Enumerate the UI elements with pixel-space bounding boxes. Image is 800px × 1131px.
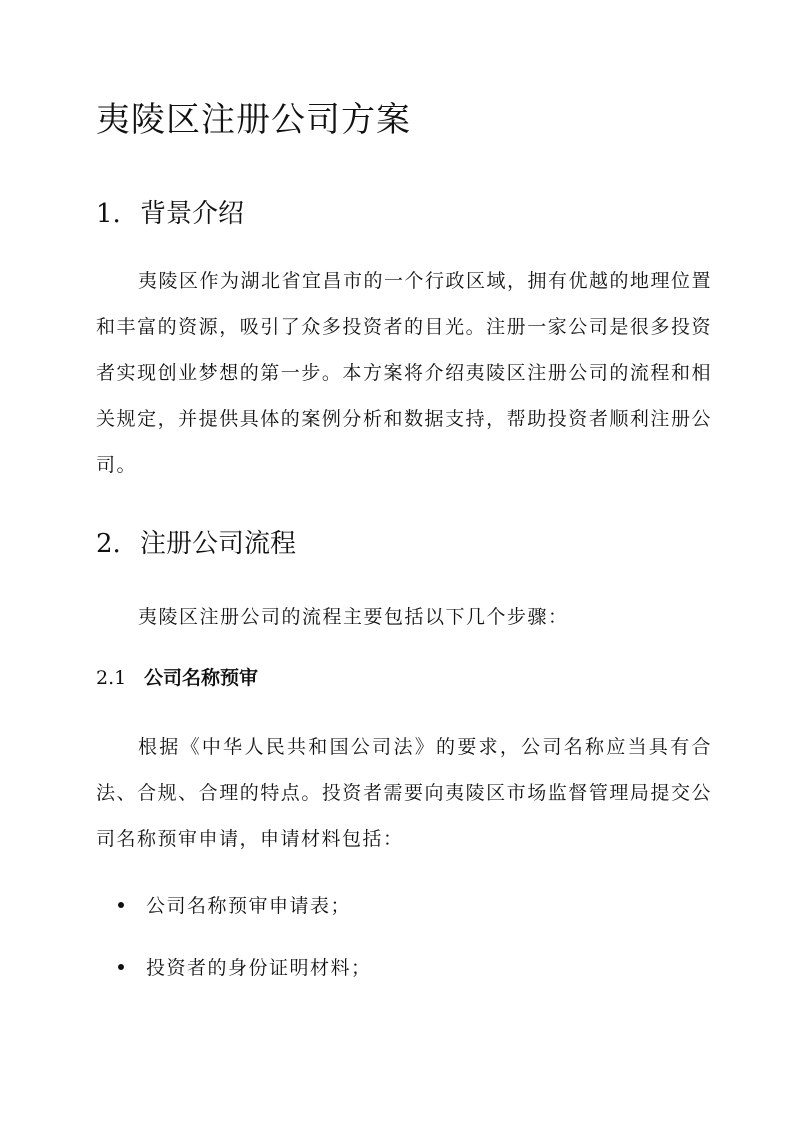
subsection-heading-name-precheck bbox=[96, 664, 258, 692]
subsection-number: 2.1 bbox=[96, 667, 127, 689]
section-heading-process bbox=[96, 526, 296, 562]
process-intro-paragraph: 夷陵区注册公司的流程主要包括以下几个步骤： bbox=[138, 606, 569, 628]
bullet-icon bbox=[118, 902, 124, 908]
list-item bbox=[118, 892, 351, 920]
list-item-text: 公司名称预审申请表； bbox=[146, 895, 352, 917]
section-heading-background bbox=[96, 196, 244, 232]
subsection-title: 公司名称预审 bbox=[144, 667, 259, 689]
section-title: 注册公司流程 bbox=[140, 529, 297, 559]
list-item-text: 投资者的身份证明材料； bbox=[146, 957, 372, 979]
bullet-icon bbox=[118, 964, 124, 970]
list-item bbox=[118, 954, 372, 982]
background-paragraph: 夷陵区作为湖北省宜昌市的一个行政区域，拥有优越的地理位置和丰富的资源，吸引了众多投资者的目光。注册一家公司是很多投资者实现创业梦想的第一步。本方案将介绍夷陵区注册公司的流程和相关规定，并提供具体的案例分析和数据支持，帮助投资者顺利注册公司。 bbox=[96, 270, 713, 476]
section-number: 1. bbox=[96, 199, 121, 229]
document-title: 夷陵区注册公司方案 bbox=[96, 100, 411, 140]
name-precheck-paragraph: 根据《中华人民共和国公司法》的要求，公司名称应当具有合法、合规、合理的特点。投资者需要向夷陵区市场监督管理局提交公司名称预审申请，申请材料包括： bbox=[96, 736, 712, 850]
section-number: 2. bbox=[96, 529, 121, 559]
section-title: 背景介绍 bbox=[140, 199, 245, 229]
